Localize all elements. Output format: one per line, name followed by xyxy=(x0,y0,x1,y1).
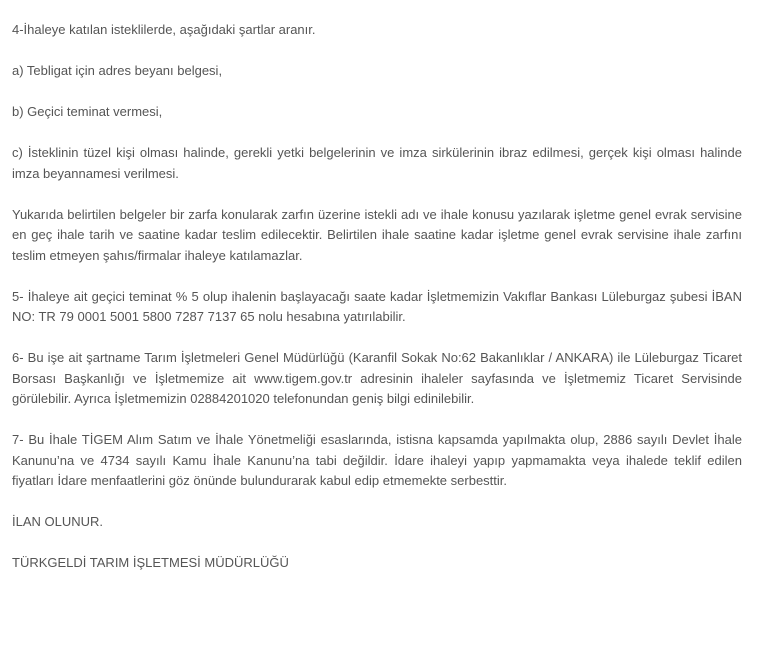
paragraph-bidder-requirements: 4-İhaleye katılan isteklilerde, aşağıdaki şartlar aranır. xyxy=(12,22,316,37)
paragraph-item-5-guarantee: 5- İhaleye ait geçici teminat % 5 olup ihalenin başlayacağı saate kadar İşletmemizin Vakıflar Bankası Lüleburgaz şubesi İBAN NO: TR 79 0001 5001 5800 7287 7137 65 nolu hesabına yatırılabilir. xyxy=(12,288,742,324)
paragraph-item-7-regulation: 7- Bu İhale TİGEM Alım Satım ve İhale Yönetmeliği esaslarında, istisna kapsamda yapılmakta olup, 2886 sayılı Devlet İhale Kanunu’na ve 4734 sayılı Kamu İhale Kanunu’na tabi değildir. İdare ihaleyi yapıp yapmamakta veya ihalede teklif edilen fiyatları İdare menfaatlerini göz önünde bulundurarak kabul edip etmemekte serbesttir. xyxy=(12,432,742,488)
paragraph-item-c: c) İsteklinin tüzel kişi olması halinde, gerekli yetki belgelerinin ve imza sirkülerinin ibraz edilmesi, gerçek kişi olması halinde imza beyannamesi verilmesi. xyxy=(12,145,742,181)
paragraph-item-6-specification: 6- Bu işe ait şartname Tarım İşletmeleri Genel Müdürlüğü (Karanfil Sokak No:62 Bakanlıklar / ANKARA) ile Lüleburgaz Ticaret Borsası Başkanlığı ve İşletmemize ait www.tigem.gov.tr adresinin ihaleler sayfasında ve İşletmemiz Ticaret Servisinde görülebilir. Ayrıca İşletmemizin 02884201020 telefonundan geniş bilgi edinilebilir. xyxy=(12,350,742,406)
paragraph-signature: TÜRKGELDİ TARIM İŞLETMESİ MÜDÜRLÜĞÜ xyxy=(12,555,289,570)
paragraph-item-a: a) Tebligat için adres beyanı belgesi, xyxy=(12,63,223,78)
paragraph-announcement: İLAN OLUNUR. xyxy=(12,514,104,529)
paragraph-item-b: b) Geçici teminat vermesi, xyxy=(12,104,163,119)
document-body xyxy=(12,20,742,594)
paragraph-envelope-submission: Yukarıda belirtilen belgeler bir zarfa konularak zarfın üzerine istekli adı ve ihale konusu yazılarak işletme genel evrak servisine en geç ihale tarih ve saatine kadar teslim edilecektir. Belirtilen ihale saatine kadar işletme genel evrak servisine ihale zarfını teslim etmeyen şahıs/firmalar ihaleye katılamazlar. xyxy=(12,206,742,263)
